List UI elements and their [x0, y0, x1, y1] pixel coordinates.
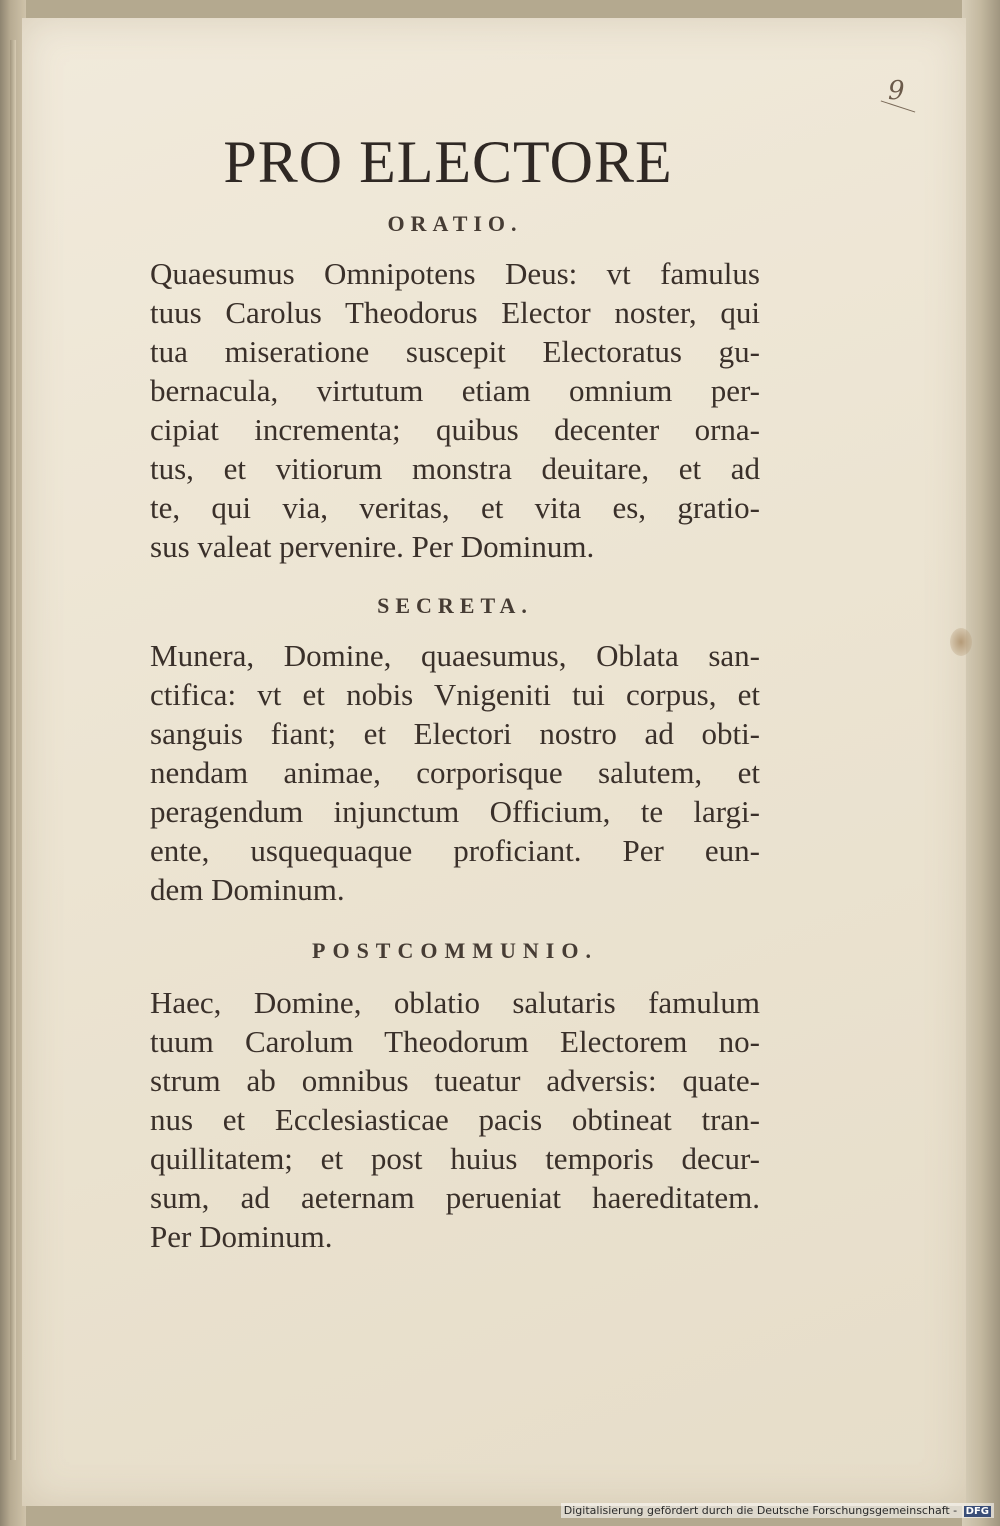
section-heading-secreta: SECRETA. [377, 593, 533, 618]
text-line: tuum Carolum Theodorum Electorem no- [150, 1024, 760, 1059]
text-line: tuus Carolus Theodorus Elector noster, qui [150, 295, 760, 330]
text-line: tua miseratione suscepit Electoratus gu- [150, 334, 760, 369]
text-line: Quaesumus Omnipotens Deus: vt famulus [150, 256, 760, 291]
text-line: quillitatem; et post huius temporis decur- [150, 1141, 760, 1176]
text-line: Per Dominum. [150, 1219, 333, 1254]
text-line: ente, usquequaque proficiant. Per eun- [150, 833, 760, 868]
text-line: Haec, Domine, oblatio salutaris famulum [150, 985, 760, 1020]
text-line: sus valeat pervenire. Per Dominum. [150, 529, 595, 564]
dfg-logo: DFG [965, 1506, 989, 1517]
text-line: dem Dominum. [150, 872, 345, 907]
credit-text: Digitalisierung gefördert durch die Deutsche Forschungsgemeinschaft - [563, 1504, 958, 1517]
text-line: te, qui via, veritas, et vita es, gratio- [150, 490, 760, 525]
digitization-credit [561, 1503, 994, 1518]
text-line: Munera, Domine, quaesumus, Oblata san- [150, 638, 760, 673]
text-line: cipiat incrementa; quibus decenter orna- [150, 412, 760, 447]
text-line: strum ab omnibus tueatur adversis: quate- [150, 1063, 760, 1098]
section-heading-postcommunio: POSTCOMMUNIO. [312, 938, 598, 963]
text-line: sum, ad aeternam perueniat haereditatem. [150, 1180, 760, 1215]
page-title: PRO ELECTORE [223, 129, 673, 195]
text-line: bernacula, virtutum etiam omnium per- [150, 373, 760, 408]
text-block [150, 120, 760, 1256]
paragraph-secreta [150, 636, 760, 909]
book-edge-right [962, 0, 1000, 1526]
text-line: ctifica: vt et nobis Vnigeniti tui corpus, et [150, 677, 760, 712]
text-line: tus, et vitiorum monstra deuitare, et ad [150, 451, 760, 486]
text-line: peragendum injunctum Officium, te largi- [150, 794, 760, 829]
text-line: nendam animae, corporisque salutem, et [150, 755, 760, 790]
text-line: sanguis fiant; et Electori nostro ad obti- [150, 716, 760, 751]
paper-stain [950, 628, 972, 656]
section-heading-oratio: ORATIO. [387, 211, 523, 236]
text-line: nus et Ecclesiasticae pacis obtineat tran- [150, 1102, 760, 1137]
paragraph-postcommunio [150, 983, 760, 1256]
paragraph-oratio [150, 254, 760, 566]
page-number: 9 [888, 76, 905, 106]
